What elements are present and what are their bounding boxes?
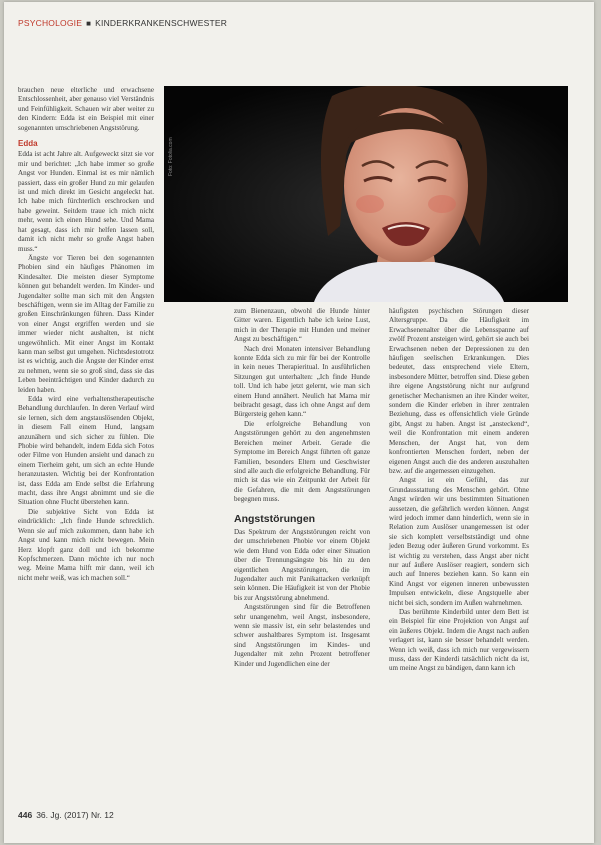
header-separator: ■	[86, 18, 92, 28]
column1-paragraph-1: Edda ist acht Jahre alt. Aufgeweckt sitzt sie vor mir und berichtet: „Ich habe immer so große Angst vor Hunden. Einmal ist es mir nämlich passiert, dass ein großer Hund zu mir gelaufen ist und mich direkt im Gesicht angeleckt hat. Ich habe mich fürchterlich erschrocken und habe geweint. Seitdem traue ich mich nicht mehr, wenn ich einen Hund sehe. Und Mama hat gesagt, dass ich mir helfen lassen soll, damit ich nicht mehr so große Angst haben muss.“	[18, 150, 154, 253]
column1-paragraph-3: Edda wird eine verhaltenstherapeutische Behandlung durchlaufen. In deren Verlauf wird sie lernen, sich dem angstauslösenden Objekt, in diesem Fall einem Hund, langsam anzunähern und sich sicher zu fühlen. Die Phobie wird behandelt, indem Edda sich Fotos oder Filme von Hunden ansieht und danach zu einem Tierheim geht, um sich an echte Hunde heranzutasten. Wichtig bei der Konfrontation ist, dass Edda am Ende selbst die Erfahrung macht, dass ihre Angst abnimmt und sie die Situation ohne Flucht überstehen kann.	[18, 395, 154, 507]
text-column-1	[18, 86, 154, 583]
page-header	[18, 16, 227, 30]
page-number: 446	[18, 810, 33, 820]
magazine-page	[4, 2, 594, 843]
column1-paragraph-2: Ängste vor Tieren bei den sogenannten Phobien sind ein häufiges Phänomen im Kindesalter. Die meisten dieser Symptome können gut behandelt werden. Im Kinder- und Jugendalter sollte man sich mit den Ängsten beschäftigen, wenn sie im Alltag der Familie zu großen Einschränkungen führen. Dass Kinder von einer Angst ergriffen werden und sie immer wieder nicht aushalten, ist nicht ungewöhnlich. Mit einer Angst im Kontakt kann man selbst gut umgehen. Nichtsdestotrotz ist es wichtig, auch die Ängste der Kinder ernst zu nehmen, wenn sie so groß sind, dass sie das Leben beeinträchtigen und Kinder dadurch zu leiden haben.	[18, 253, 154, 394]
text-column-2	[234, 307, 370, 669]
header-subtitle: KINDERKRANKENSCHWESTER	[95, 18, 228, 28]
column2-paragraph-4: Das Spektrum der Angststörungen reicht von der umschriebenen Phobie vor einem Objekt wie dem Hund von Edda oder einer Situation über die Trennungsängste bis hin zu den eigentlichen Angststörungen, die im Jugendalter auch mit Panikattacken verknüpft sein können. Die Häufigkeit ist von der Phobie bis zur Angststörung abnehmend.	[234, 527, 370, 602]
crying-girl-photo	[164, 86, 568, 302]
column2-paragraph-2: Nach drei Monaten intensiver Behandlung konnte Edda sich zu mir für bei der Kontrolle in kein neues Therapieritual. In ausführlichen Sitzungen gut unterhalten: „Ich finde Hunde toll. Und ich habe jetzt gelernt, wie man sich einem Hund annähert. Neulich hat Mama mir beibracht gesagt, dass ich ohne Angst auf dem Bürgersteig gehen kann.“	[234, 344, 370, 419]
angststoerungen-heading: Angststörungen	[234, 512, 316, 525]
photo-illustration	[164, 86, 568, 302]
photo-credit: Foto: Fotolia.com	[168, 137, 174, 176]
column3-paragraph-2: Angst ist ein Gefühl, das zur Grundausstattung des Menschen gehört. Ohne Angst würden wir uns bestimmten Situationen aussetzen, die gefährlich werden können. Angst wird jedoch immer dann hinderlich, wenn sie in Relation zum Auslöser unangemessen ist oder sie sich komplett verselbstständigt und ohne jeden Bezug oder äußeren Grund vorkommt. Es ist wichtig zu verstehen, dass Angst aber nicht nur auf äußere Auslöser reagiert, sondern sich auch auf Inneres beziehen kann. So kann ein Kind Angst vor eigenen inneren unbewussten Impulsen entwickeln, diese Angstquelle aber nicht bei sich, sondern im Außen wahrnehmen.	[389, 476, 529, 607]
column3-paragraph-1: häufigsten psychischen Störungen dieser Altersgruppe. Da die Häufigkeit im Erwachsenenalter über die Lebensspanne auf zwölf Prozent ansteigen wird, gehört sie auch bei Erwachsenen neben der Depressionen zu den häufigen seelischen Erkrankungen. Dies bedeutet, dass entsprechend viele Eltern, insbesondere Mütter, betroffen sind. Diese geben ihre eigene Angststörung nicht nur aufgrund genetischer Mechanismen an ihre Kinder weiter, sondern die Kinder erleben in ihrer zentralen Beziehung, dass es offensichtlich viele Gründe gibt, Angst zu haben. Angst ist „ansteckend“, weil die Konfrontation mit einem anderen Menschen, der Angst hat, von dem konfrontierten Menschen fordert, neben der eigenen Angst auch die des anderen auszuhalten bzw. auf die angemessen einzugehen.	[389, 307, 529, 475]
issue-info: 36. Jg. (2017) Nr. 12	[36, 810, 114, 820]
edda-heading: Edda	[18, 139, 38, 149]
column2-paragraph-3: Die erfolgreiche Behandlung von Angststörungen gehört zu den angenehmsten Bereichen meiner Arbeit. Gerade die Symptome im Bereich Angst führten oft ganze Familien, besonders Eltern und Geschwister sind alle auch die erfolgreiche Behandlung. Für mich ist das wie ein Zeitpunkt der Arbeit für die Gefahren, die mit dem Angststörungen begegnen muss.	[234, 419, 370, 504]
column1-paragraph-4: Die subjektive Sicht von Edda ist eindrücklich: „Ich finde Hunde schrecklich. Wenn sie auf mich zukommen, dann habe ich Angst und kann mich nicht bewegen. Mein Herz klopft ganz doll und ich bekomme Kopfschmerzen. Dann möchte ich nur noch weg. Meine Mama hilft mir dann, weil ich nicht mehr weiß, was ich machen soll.“	[18, 507, 154, 582]
column2-paragraph-1: zum Bienenzaun, obwohl die Hunde hinter Gitter waren. Eigentlich habe ich keine Lust, mich in der Therapie mit Hunden und meiner Angst zu beschäftigen.“	[234, 307, 370, 344]
section-label: PSYCHOLOGIE	[18, 18, 83, 28]
column3-paragraph-3: Das berühmte Kinderbild unter dem Bett ist ein Beispiel für eine Projektion von Angst auf ein äußeres Objekt. Indem die Angst nach außen verlagert ist, kann sie besser behandelt werden. Wenn ich weiß, dass ich mich nur vergewissern muss, dass der Kinderdi tatsächlich nicht da ist, um meine Angst zu bändigen, dann kann ich	[389, 608, 529, 673]
page-footer	[18, 810, 114, 820]
text-column-3	[389, 307, 529, 674]
column2-paragraph-5: Angststörungen sind für die Betroffenen sehr unangenehm, weil Angst, insbesondere, wenn sie massiv ist, ein sehr belastendes und schwer aushaltbares Symptom ist. Insgesamt sind Angststörungen im Kindes- und Jugendalter mit zehn Prozent betroffener Kinder und Jugendlichen eine der	[234, 603, 370, 668]
intro-paragraph: brauchen neue elterliche und erwachsene Entschlossenheit, aber genauso viel Verständnis und Feinfühligkeit. Schauen wir aber weiter zu den Kindern: Edda ist ein Beispiel mit einer sogenannten umschriebenen Angststörung.	[18, 86, 154, 132]
